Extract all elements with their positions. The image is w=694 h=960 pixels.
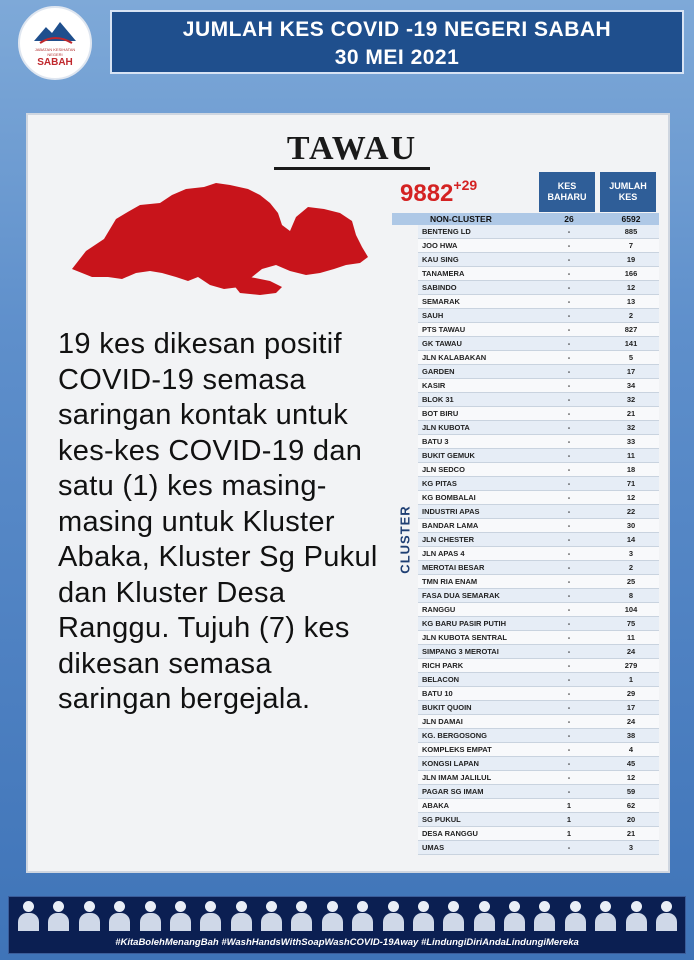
new-cases-count: +29 <box>453 177 478 193</box>
cluster-total-cases: 24 <box>626 717 636 726</box>
cluster-total-cases: 12 <box>626 773 636 782</box>
cluster-new-cases: - <box>567 255 571 264</box>
cluster-name: TANAMERA <box>422 269 465 278</box>
cluster-name: GARDEN <box>422 367 455 376</box>
cluster-row <box>418 407 659 421</box>
cluster-name: KG BOMBALAI <box>422 493 476 502</box>
cluster-row <box>418 561 659 575</box>
cluster-new-cases: - <box>567 675 571 684</box>
cluster-row <box>418 421 659 435</box>
cluster-name: PTS TAWAU <box>422 325 466 334</box>
cluster-total-cases: 2 <box>628 311 634 320</box>
cluster-total-cases: 5 <box>628 353 634 362</box>
cluster-name: FASA DUA SEMARAK <box>422 591 500 600</box>
cluster-new-cases: - <box>567 297 571 306</box>
cluster-new-cases: - <box>567 465 571 474</box>
person-icon <box>260 901 282 931</box>
cluster-new-cases: - <box>567 731 571 740</box>
person-icon <box>503 901 525 931</box>
person-icon <box>473 901 495 931</box>
cluster-new-cases: - <box>567 563 571 572</box>
cluster-name: PAGAR SG IMAM <box>422 787 484 796</box>
cluster-total-cases: 33 <box>626 437 636 446</box>
person-icon <box>442 901 464 931</box>
cluster-new-cases: - <box>567 717 571 726</box>
cluster-name: UMAS <box>422 843 445 852</box>
title-banner <box>110 10 684 74</box>
cluster-name: ABAKA <box>422 801 450 810</box>
cluster-total-cases: 19 <box>626 255 636 264</box>
person-icon <box>108 901 130 931</box>
cluster-name: BATU 3 <box>422 437 449 446</box>
cluster-total-cases: 21 <box>626 409 636 418</box>
cluster-row <box>418 729 659 743</box>
cluster-row <box>418 659 659 673</box>
cluster-new-cases: - <box>567 423 571 432</box>
cluster-name: BELACON <box>422 675 460 684</box>
cluster-row <box>418 435 659 449</box>
cluster-row <box>418 449 659 463</box>
cluster-name: RICH PARK <box>422 661 464 670</box>
cluster-total-cases: 1 <box>628 675 634 684</box>
person-icon <box>169 901 191 931</box>
cluster-new-cases: - <box>567 549 571 558</box>
cluster-name: JLN KUBOTA <box>422 423 470 432</box>
cluster-total-cases: 14 <box>626 535 636 544</box>
cluster-total-cases: 17 <box>626 367 636 376</box>
region-title: TAWAU <box>274 131 430 170</box>
cluster-label-text: CLUSTER <box>397 504 413 574</box>
cluster-row <box>418 715 659 729</box>
cluster-total-cases: 885 <box>624 227 638 236</box>
cluster-total-cases: 8 <box>628 591 634 600</box>
cluster-table <box>418 225 659 855</box>
cluster-total-cases: 13 <box>626 297 636 306</box>
person-icon <box>655 901 677 931</box>
cluster-new-cases: - <box>567 269 571 278</box>
mountain-logo-icon <box>32 19 78 45</box>
cluster-row <box>418 323 659 337</box>
cluster-row <box>418 701 659 715</box>
cluster-name: BLOK 31 <box>422 395 454 404</box>
cluster-row <box>418 477 659 491</box>
cluster-new-cases: - <box>567 773 571 782</box>
cluster-new-cases: - <box>567 591 571 600</box>
cluster-row <box>418 533 659 547</box>
cluster-new-cases: - <box>567 395 571 404</box>
cluster-name: INDUSTRI APAS <box>422 507 480 516</box>
cluster-name: BATU 10 <box>422 689 453 698</box>
cluster-total-cases: 30 <box>626 521 636 530</box>
cluster-row <box>418 365 659 379</box>
cluster-row <box>418 393 659 407</box>
cluster-total-cases: 20 <box>626 815 636 824</box>
cluster-total-cases: 2 <box>628 563 634 572</box>
cluster-name: DESA RANGGU <box>422 829 478 838</box>
cluster-name: SEMARAK <box>422 297 460 306</box>
cluster-total-cases: 12 <box>626 493 636 502</box>
person-icon <box>230 901 252 931</box>
cluster-new-cases: - <box>567 605 571 614</box>
cluster-new-cases: - <box>567 843 571 852</box>
cluster-total-cases: 166 <box>624 269 638 278</box>
cluster-row <box>418 617 659 631</box>
cluster-total-cases: 3 <box>628 843 634 852</box>
cluster-total-cases: 75 <box>626 619 636 628</box>
cluster-row <box>418 337 659 351</box>
cluster-new-cases: - <box>567 661 571 670</box>
cluster-name: RANGGU <box>422 605 456 614</box>
cluster-name: BENTENG LD <box>422 227 471 236</box>
cluster-row <box>418 631 659 645</box>
cluster-name: SIMPANG 3 MEROTAI <box>422 647 499 656</box>
cluster-new-cases: - <box>567 227 571 236</box>
cluster-name: JLN KUBOTA SENTRAL <box>422 633 507 642</box>
cluster-total-cases: 25 <box>626 577 636 586</box>
jkn-sabah-logo <box>18 6 92 80</box>
cluster-new-cases: 1 <box>566 829 572 838</box>
cluster-row <box>418 575 659 589</box>
cluster-name: BUKIT QUOIN <box>422 703 472 712</box>
person-icon <box>625 901 647 931</box>
cluster-new-cases: - <box>567 367 571 376</box>
cluster-name: JLN APAS 4 <box>422 549 465 558</box>
cluster-row <box>418 547 659 561</box>
health-worker-figures <box>17 901 677 933</box>
cluster-new-cases: - <box>567 577 571 586</box>
cluster-row <box>418 379 659 393</box>
cluster-total-cases: 4 <box>628 745 634 754</box>
cluster-total-cases: 71 <box>626 479 636 488</box>
cluster-row <box>418 225 659 239</box>
cluster-total-cases: 21 <box>626 829 636 838</box>
person-icon <box>199 901 221 931</box>
cluster-row <box>418 351 659 365</box>
cluster-total-cases: 827 <box>624 325 638 334</box>
cluster-new-cases: - <box>567 451 571 460</box>
non-cluster-new: 26 <box>564 214 574 224</box>
cluster-new-cases: - <box>567 381 571 390</box>
cluster-row <box>418 239 659 253</box>
cluster-new-cases: - <box>567 745 571 754</box>
cluster-total-cases: 59 <box>626 787 636 796</box>
cluster-total-cases: 7 <box>628 241 634 250</box>
cluster-name: SG PUKUL <box>422 815 461 824</box>
cluster-total-cases: 32 <box>626 395 636 404</box>
cluster-total-cases: 22 <box>626 507 636 516</box>
cluster-total-cases: 3 <box>628 549 634 558</box>
cluster-total-cases: 17 <box>626 703 636 712</box>
cluster-row <box>418 757 659 771</box>
person-icon <box>139 901 161 931</box>
cluster-new-cases: - <box>567 535 571 544</box>
person-icon <box>564 901 586 931</box>
cluster-total-cases: 12 <box>626 283 636 292</box>
cluster-total-cases: 29 <box>626 689 636 698</box>
cluster-new-cases: - <box>567 241 571 250</box>
person-icon <box>290 901 312 931</box>
title-date: 30 MEI 2021 <box>334 46 460 69</box>
cluster-row <box>418 589 659 603</box>
cluster-name: BANDAR LAMA <box>422 521 479 530</box>
cluster-total-cases: 104 <box>624 605 638 614</box>
cluster-row <box>418 519 659 533</box>
header-total-cases: JUMLAH KES <box>600 172 656 212</box>
cluster-row <box>418 799 659 813</box>
cluster-row <box>418 505 659 519</box>
cluster-total-cases: 11 <box>627 451 635 460</box>
cluster-name: SAUH <box>422 311 444 320</box>
non-cluster-label: NON-CLUSTER <box>430 214 492 224</box>
person-icon <box>412 901 434 931</box>
cluster-row <box>418 309 659 323</box>
cluster-row <box>418 253 659 267</box>
cluster-name: SABINDO <box>422 283 457 292</box>
cluster-name: KAU SING <box>422 255 459 264</box>
non-cluster-total: 6592 <box>621 214 641 224</box>
cluster-new-cases: - <box>567 493 571 502</box>
cluster-new-cases: - <box>567 619 571 628</box>
cluster-row <box>418 295 659 309</box>
cluster-new-cases: - <box>567 311 571 320</box>
cluster-name: KASIR <box>422 381 446 390</box>
cluster-row <box>418 267 659 281</box>
person-icon <box>17 901 39 931</box>
cluster-total-cases: 32 <box>626 423 636 432</box>
logo-caption: JABATAN KESIHATAN NEGERI <box>34 46 76 57</box>
cluster-total-cases: 141 <box>624 339 638 348</box>
cluster-new-cases: - <box>567 647 571 656</box>
cluster-side-label <box>392 225 418 853</box>
person-icon <box>78 901 100 931</box>
cluster-name: JLN CHESTER <box>422 535 475 544</box>
cluster-row <box>418 673 659 687</box>
cluster-row <box>418 813 659 827</box>
cluster-new-cases: - <box>567 339 571 348</box>
cluster-row <box>418 645 659 659</box>
cluster-name: KONGSI LAPAN <box>422 759 479 768</box>
person-icon <box>321 901 343 931</box>
case-description: 19 kes dikesan positif COVID-19 semasa saringan kontak untuk kes-kes COVID-19 dan satu (1) kes masing-masing untuk Kluster Abaka, Kluster Sg Pukul dan Kluster Desa Ranggu. Tujuh (7) kes dikesan semasa saringan bergejala. <box>58 328 378 715</box>
cluster-new-cases: - <box>567 633 571 642</box>
cluster-new-cases: - <box>567 507 571 516</box>
cluster-name: KG. BERGOSONG <box>422 731 488 740</box>
header-new-cases: KES BAHARU <box>539 172 595 212</box>
cluster-total-cases: 11 <box>627 633 635 642</box>
cluster-new-cases: - <box>567 479 571 488</box>
cluster-name: KOMPLEKS EMPAT <box>422 745 492 754</box>
footer-hashtags: #KitaBolehMenangBah #WashHandsWithSoapWashCOVID-19Away #LindungiDiriAndaLindungiMereka <box>115 937 579 948</box>
cluster-row <box>418 281 659 295</box>
tawau-map-icon <box>64 173 374 307</box>
cluster-new-cases: - <box>567 689 571 698</box>
cluster-row <box>418 785 659 799</box>
cluster-new-cases: - <box>567 283 571 292</box>
cluster-row <box>418 687 659 701</box>
person-icon <box>47 901 69 931</box>
cluster-name: JLN KALABAKAN <box>422 353 487 362</box>
cluster-new-cases: - <box>567 437 571 446</box>
cluster-row <box>418 771 659 785</box>
person-icon <box>594 901 616 931</box>
person-icon <box>533 901 555 931</box>
content-card <box>28 115 668 871</box>
cluster-name: TMN RIA ENAM <box>422 577 478 586</box>
total-count: 9882 <box>400 180 454 207</box>
cluster-new-cases: - <box>567 409 571 418</box>
person-icon <box>382 901 404 931</box>
footer-banner <box>8 896 686 954</box>
cluster-name: BOT BIRU <box>422 409 459 418</box>
cluster-total-cases: 62 <box>626 801 636 810</box>
cluster-new-cases: - <box>567 353 571 362</box>
cluster-name: GK TAWAU <box>422 339 462 348</box>
cluster-total-cases: 45 <box>626 759 636 768</box>
cluster-total-cases: 279 <box>624 661 638 670</box>
logo-text: SABAH <box>37 56 73 68</box>
total-cases <box>400 179 477 208</box>
cluster-name: KG PITAS <box>422 479 457 488</box>
cluster-total-cases: 24 <box>626 647 636 656</box>
cluster-new-cases: - <box>567 703 571 712</box>
cluster-name: JOO HWA <box>422 241 458 250</box>
cluster-name: JLN DAMAI <box>422 717 463 726</box>
cluster-total-cases: 18 <box>626 465 636 474</box>
cluster-new-cases: - <box>567 325 571 334</box>
cluster-name: MEROTAI BESAR <box>422 563 485 572</box>
cluster-new-cases: - <box>567 787 571 796</box>
cluster-new-cases: 1 <box>566 801 572 810</box>
title-line-1: JUMLAH KES COVID -19 NEGERI SABAH <box>182 18 612 41</box>
cluster-new-cases: - <box>567 759 571 768</box>
cluster-name: JLN IMAM JALILUL <box>422 773 492 782</box>
cluster-total-cases: 38 <box>626 731 636 740</box>
cluster-row <box>418 463 659 477</box>
cluster-name: KG BARU PASIR PUTIH <box>422 619 507 628</box>
cluster-new-cases: 1 <box>566 815 572 824</box>
cluster-row <box>418 827 659 841</box>
cluster-row <box>418 603 659 617</box>
person-icon <box>351 901 373 931</box>
cluster-total-cases: 34 <box>626 381 636 390</box>
cluster-row <box>418 841 659 855</box>
cluster-name: BUKIT GEMUK <box>422 451 475 460</box>
non-cluster-row <box>392 213 659 225</box>
cluster-new-cases: - <box>567 521 571 530</box>
cluster-name: JLN SEDCO <box>422 465 465 474</box>
cluster-row <box>418 743 659 757</box>
cluster-row <box>418 491 659 505</box>
